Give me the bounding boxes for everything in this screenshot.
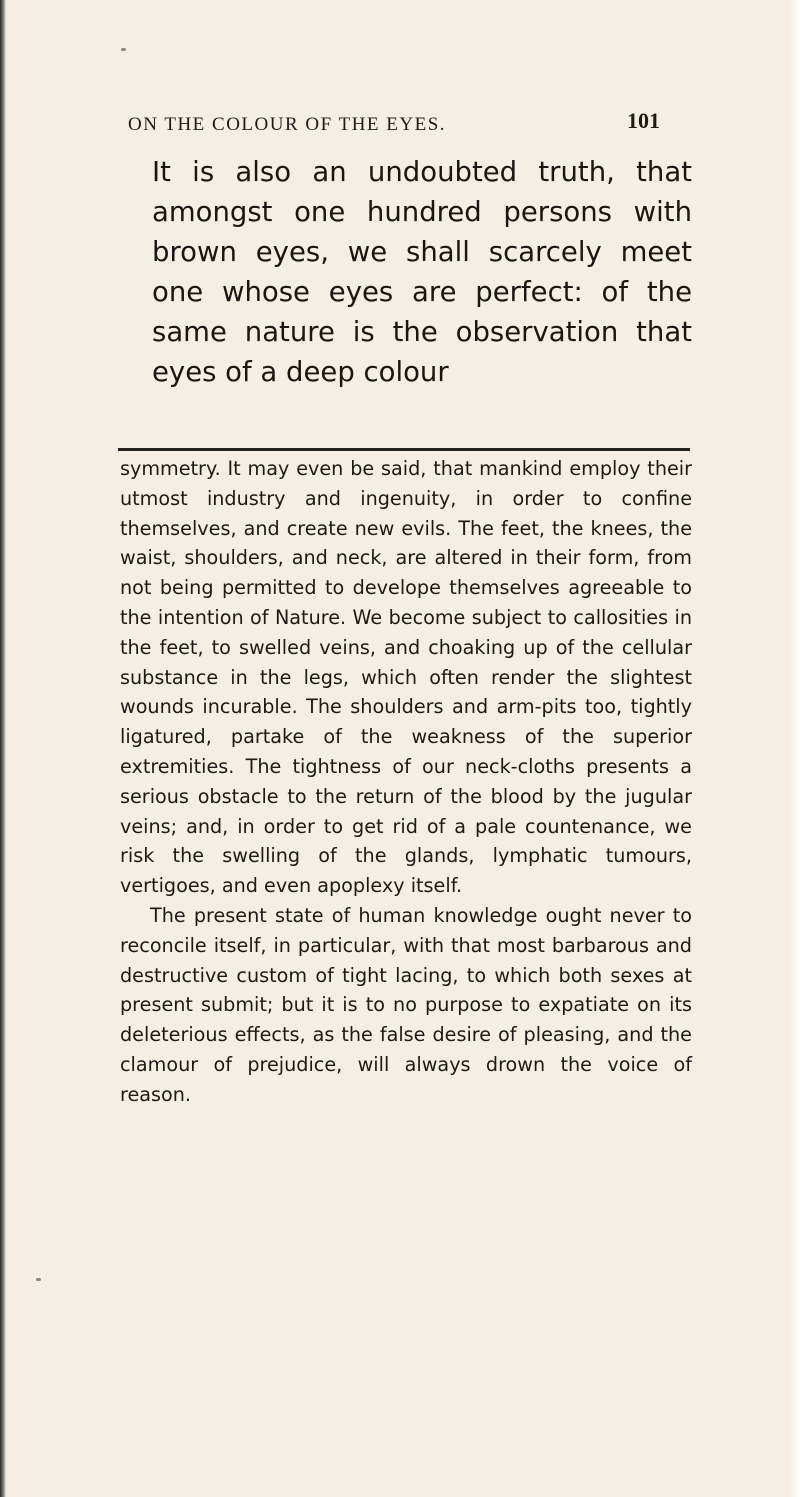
running-title: ON THE COLOUR OF THE EYES. (128, 114, 447, 135)
page-header (120, 96, 660, 136)
paper-speck (121, 48, 126, 51)
paragraph-1: symmetry. It may even be said, that mankind employ their utmost industry and ingenuity, in order to confine themselves, and create new evils. The feet, the knees, the waist, shoulders, and neck, are altered in their form, from not being permitted to develope themselves agreeable to the intention of Nature. We become subject to callosities in the feet, to swelled veins, and choaking up of the cellular substance in the legs, which often render the slightest wounds incurable. The shoulders and arm-pits too, tightly ligatured, partake of the weakness of the superior extremities. The tightness of our neck-cloths presents a serious obstacle to the return of the blood by the jugular veins; and, in order to get rid of a pale countenance, we risk the swelling of the glands, lymphatic tumours, vertigoes, and even apoplexy itself. (120, 457, 692, 898)
page-binding-shadow (0, 0, 6, 1497)
page-right-margin (790, 0, 800, 1497)
paper-speck (36, 1278, 41, 1281)
page-number: 101 (627, 108, 660, 133)
body-text (120, 454, 692, 1110)
lead-paragraph-text: It is also an undoubted truth, that amongst one hundred persons with brown eyes, we shall scarcely meet one whose eyes are perfect: of the same nature is the observation that eyes of a deep colour (152, 156, 692, 388)
paste-over-rule (118, 448, 690, 451)
lead-paragraph (120, 152, 692, 392)
paragraph-2: The present state of human knowledge ought never to reconcile itself, in particular, with that most barbarous and destructive custom of tight lacing, to which both sexes at present submit; but it is to no purpose to expatiate on its deleterious effects, as the false desire of pleasing, and the clamour of prejudice, will always drown the voice of reason. (120, 903, 692, 1106)
